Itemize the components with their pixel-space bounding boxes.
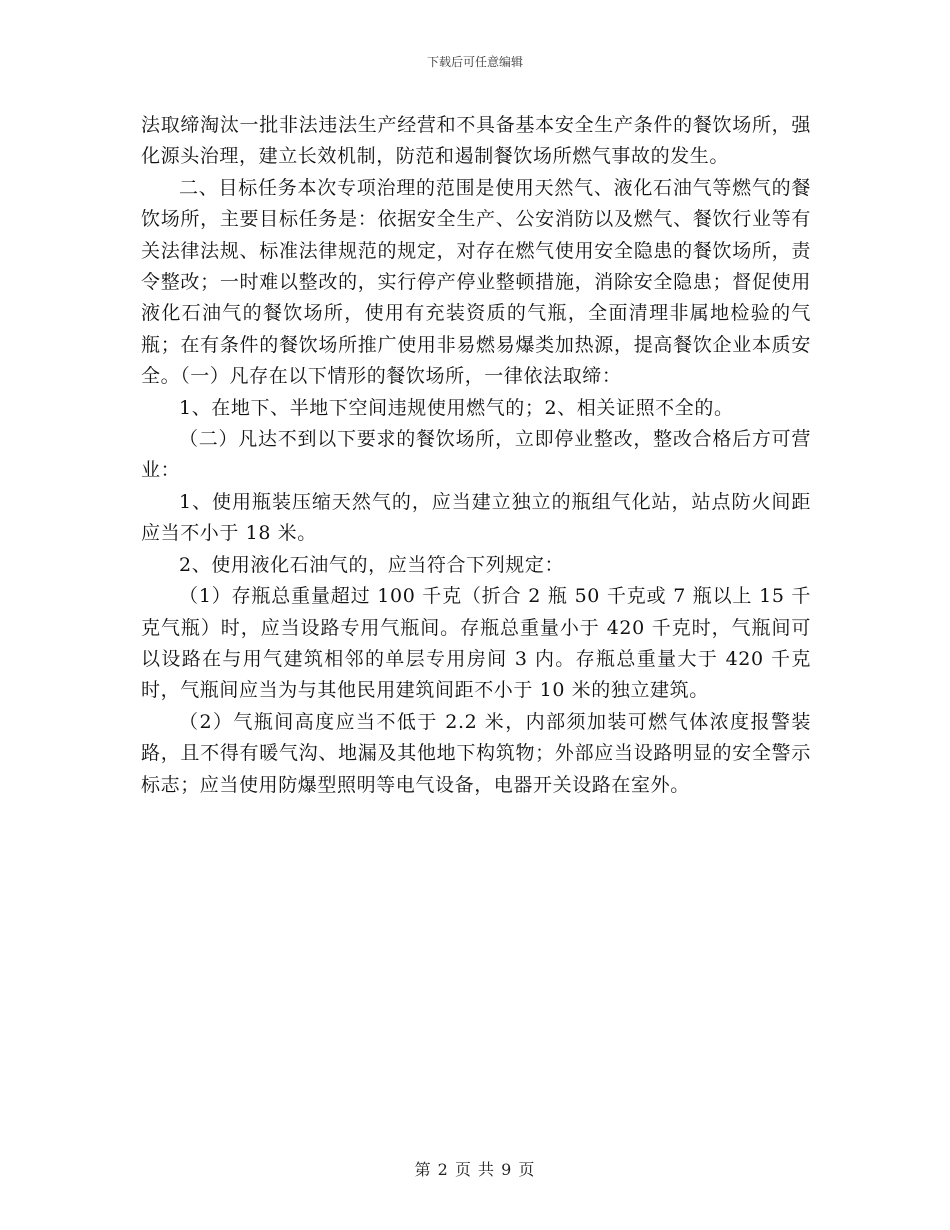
paragraph-3: 1、在地下、半地下空间违规使用燃气的；2、相关证照不全的。 <box>179 396 734 419</box>
paragraph-8: （2）气瓶间高度应当不低于 2.2 米，内部须加装可燃气体浓度报警装路，且不得有暖气沟、地漏及其他地下构筑物；外部应当设路明显的安全警示标志；应当使用防爆型照明等电气设备，电器开关设路在室外。 <box>141 710 811 796</box>
paragraph-2: 二、目标任务本次专项治理的范围是使用天然气、液化石油气等燃气的餐饮场所，主要目标任务是：依据安全生产、公安消防以及燃气、餐饮行业等有关法律法规、标准法律规范的规定，对存在燃气使用安全隐患的餐饮场所，责令整改；一时难以整改的，实行停产停业整顿措施，消除安全隐患；督促使用液化石油气的餐饮场所，使用有充装资质的气瓶，全面清理非属地检验的气瓶；在有条件的餐饮场所推广使用非易燃易爆类加热源，提高餐饮企业本质安全。（一）凡存在以下情形的餐饮场所，一律依法取缔： <box>141 176 811 388</box>
page-header: 下载后可任意编辑 <box>426 55 523 69</box>
paragraph-6: 2、使用液化石油气的，应当符合下列规定： <box>179 553 565 576</box>
paragraph-1: 法取缔淘汰一批非法违法生产经营和不具备基本安全生产条件的餐饮场所，强化源头治理，建立长效机制，防范和遏制餐饮场所燃气事故的发生。 <box>141 114 811 168</box>
page-number: 第 2 页 共 9 页 <box>414 1160 536 1179</box>
document-body <box>141 110 811 801</box>
paragraph-7: （1）存瓶总重量超过 100 千克（折合 2 瓶 50 千克或 7 瓶以上 15 千克气瓶）时，应当设路专用气瓶间。存瓶总重量小于 420 千克时，气瓶间可以设路在与用气建筑相邻的单层专用房间 3 内。存瓶总重量大于 420 千克时，气瓶间应当为与其他民用建筑间距不小于 10 米的独立建筑。 <box>141 585 811 702</box>
paragraph-5: 1、使用瓶装压缩天然气的，应当建立独立的瓶组气化站，站点防火间距应当不小于 18 米。 <box>141 490 811 545</box>
paragraph-4: （二）凡达不到以下要求的餐饮场所，立即停业整改，整改合格后方可营业： <box>141 428 811 482</box>
